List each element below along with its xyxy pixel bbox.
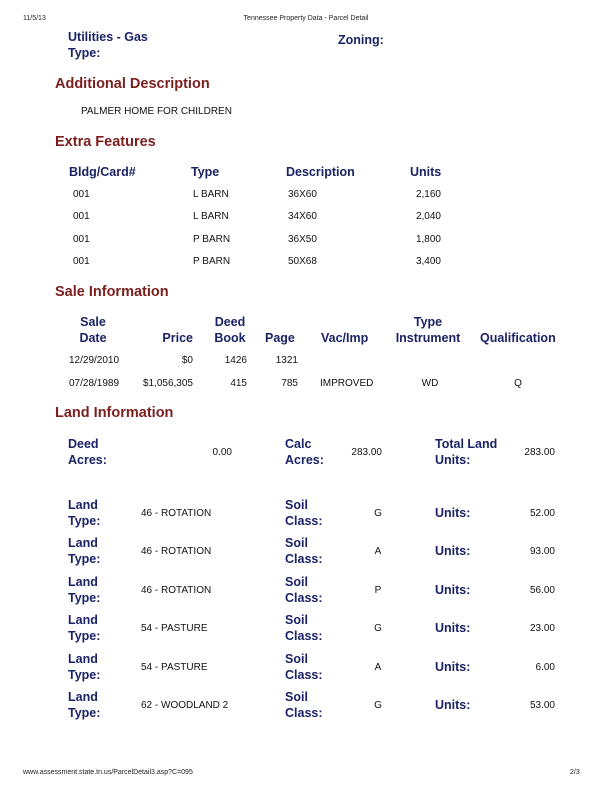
extra-row-units: 3,400: [415, 256, 441, 267]
additional-description-heading: Additional Description: [55, 76, 210, 92]
extra-row-description: 50X68: [288, 256, 317, 267]
calc-acres-value: 283.00: [351, 447, 382, 458]
extra-features-heading: Extra Features: [55, 134, 156, 150]
soil-class-value: A: [374, 546, 382, 557]
soil-class-value: P: [374, 585, 382, 596]
soil-class-label: Soil Class:: [285, 498, 323, 528]
sale-row-book: 1426: [224, 355, 247, 366]
sale-row-page: 785: [281, 378, 298, 389]
land-type-value: 46 - ROTATION: [141, 508, 212, 519]
extra-row-description: 36X60: [288, 189, 317, 200]
land-units-label: Units:: [435, 698, 471, 712]
sale-row-price: $0: [181, 355, 193, 366]
land-units-label: Units:: [435, 506, 471, 520]
extra-row-type: L BARN: [193, 211, 229, 222]
land-units-value: 93.00: [529, 546, 555, 557]
soil-class-label: Soil Class:: [285, 613, 323, 643]
soil-class-value: A: [374, 662, 382, 673]
total-land-units-label: Total Land Units:: [435, 437, 498, 467]
sale-row-instrument: WD: [421, 378, 439, 389]
extra-row-bldg: 001: [73, 256, 90, 267]
extra-row-bldg: 001: [73, 189, 90, 200]
land-units-value: 23.00: [529, 623, 555, 634]
soil-class-value: G: [374, 508, 382, 519]
extra-row-bldg: 001: [73, 211, 90, 222]
land-type-label: Land Type:: [68, 498, 101, 528]
soil-class-label: Soil Class:: [285, 652, 323, 682]
print-date: 11/5/13: [23, 15, 46, 22]
sale-col-type-instrument: Type Instrument: [395, 315, 461, 345]
sale-information-heading: Sale Information: [55, 284, 169, 300]
additional-description-text: PALMER HOME FOR CHILDREN: [81, 106, 232, 117]
footer-page-number: 2/3: [570, 769, 580, 776]
land-units-label: Units:: [435, 660, 471, 674]
extra-row-units: 1,800: [415, 234, 441, 245]
extra-row-description: 34X60: [288, 211, 317, 222]
land-units-value: 52.00: [529, 508, 555, 519]
sale-col-date: Sale Date: [79, 315, 107, 345]
extra-row-bldg: 001: [73, 234, 90, 245]
extra-col-type: Type: [191, 165, 220, 179]
extra-row-units: 2,160: [415, 189, 441, 200]
land-type-value: 46 - ROTATION: [141, 585, 212, 596]
sale-row-price: $1,056,305: [142, 378, 193, 389]
soil-class-label: Soil Class:: [285, 575, 323, 605]
land-units-value: 56.00: [529, 585, 555, 596]
sale-row-vacimp: IMPROVED: [320, 378, 374, 389]
extra-row-description: 36X50: [288, 234, 317, 245]
land-units-label: Units:: [435, 621, 471, 635]
land-units-value: 6.00: [535, 662, 555, 673]
land-information-heading: Land Information: [55, 405, 174, 421]
soil-class-value: G: [374, 623, 382, 634]
land-type-value: 62 - WOODLAND 2: [141, 700, 229, 711]
land-type-label: Land Type:: [68, 613, 101, 643]
land-type-label: Land Type:: [68, 575, 101, 605]
sale-col-deed-book: Deed Book: [214, 315, 246, 345]
land-type-value: 54 - PASTURE: [141, 662, 208, 673]
land-units-label: Units:: [435, 544, 471, 558]
extra-row-units: 2,040: [415, 211, 441, 222]
sale-row-page: 1321: [275, 355, 298, 366]
zoning-label: Zoning:: [338, 33, 384, 47]
soil-class-value: G: [374, 700, 382, 711]
extra-row-type: P BARN: [193, 256, 231, 267]
land-units-label: Units:: [435, 583, 471, 597]
sale-col-vacimp: Vac/Imp: [321, 331, 369, 345]
land-units-value: 53.00: [529, 700, 555, 711]
soil-class-label: Soil Class:: [285, 690, 323, 720]
extra-col-description: Description: [286, 165, 355, 179]
total-land-units-value: 283.00: [524, 447, 555, 458]
sale-col-price: Price: [162, 331, 193, 345]
sale-row-date: 12/29/2010: [69, 355, 120, 366]
sale-row-book: 415: [230, 378, 247, 389]
land-type-label: Land Type:: [68, 652, 101, 682]
sale-row-qualification: Q: [514, 378, 522, 389]
extra-col-bldg: Bldg/Card#: [69, 165, 136, 179]
land-type-label: Land Type:: [68, 536, 101, 566]
land-type-value: 46 - ROTATION: [141, 546, 212, 557]
sale-col-qualification: Qualification: [480, 331, 556, 345]
soil-class-label: Soil Class:: [285, 536, 323, 566]
footer-url: www.assessment.state.tn.us/ParcelDetail3.asp?C=095: [23, 769, 193, 776]
extra-row-type: P BARN: [193, 234, 231, 245]
print-title: Tennessee Property Data - Parcel Detail: [243, 15, 369, 22]
extra-row-type: L BARN: [193, 189, 229, 200]
land-type-label: Land Type:: [68, 690, 101, 720]
calc-acres-label: Calc Acres:: [285, 437, 324, 467]
sale-row-date: 07/28/1989: [69, 378, 120, 389]
sale-col-page: Page: [265, 331, 295, 345]
deed-acres-label: Deed Acres:: [68, 437, 107, 467]
deed-acres-value: 0.00: [212, 447, 232, 458]
land-type-value: 54 - PASTURE: [141, 623, 208, 634]
extra-col-units: Units: [410, 165, 442, 179]
utilities-gas-label: Utilities - Gas Type:: [68, 30, 148, 60]
